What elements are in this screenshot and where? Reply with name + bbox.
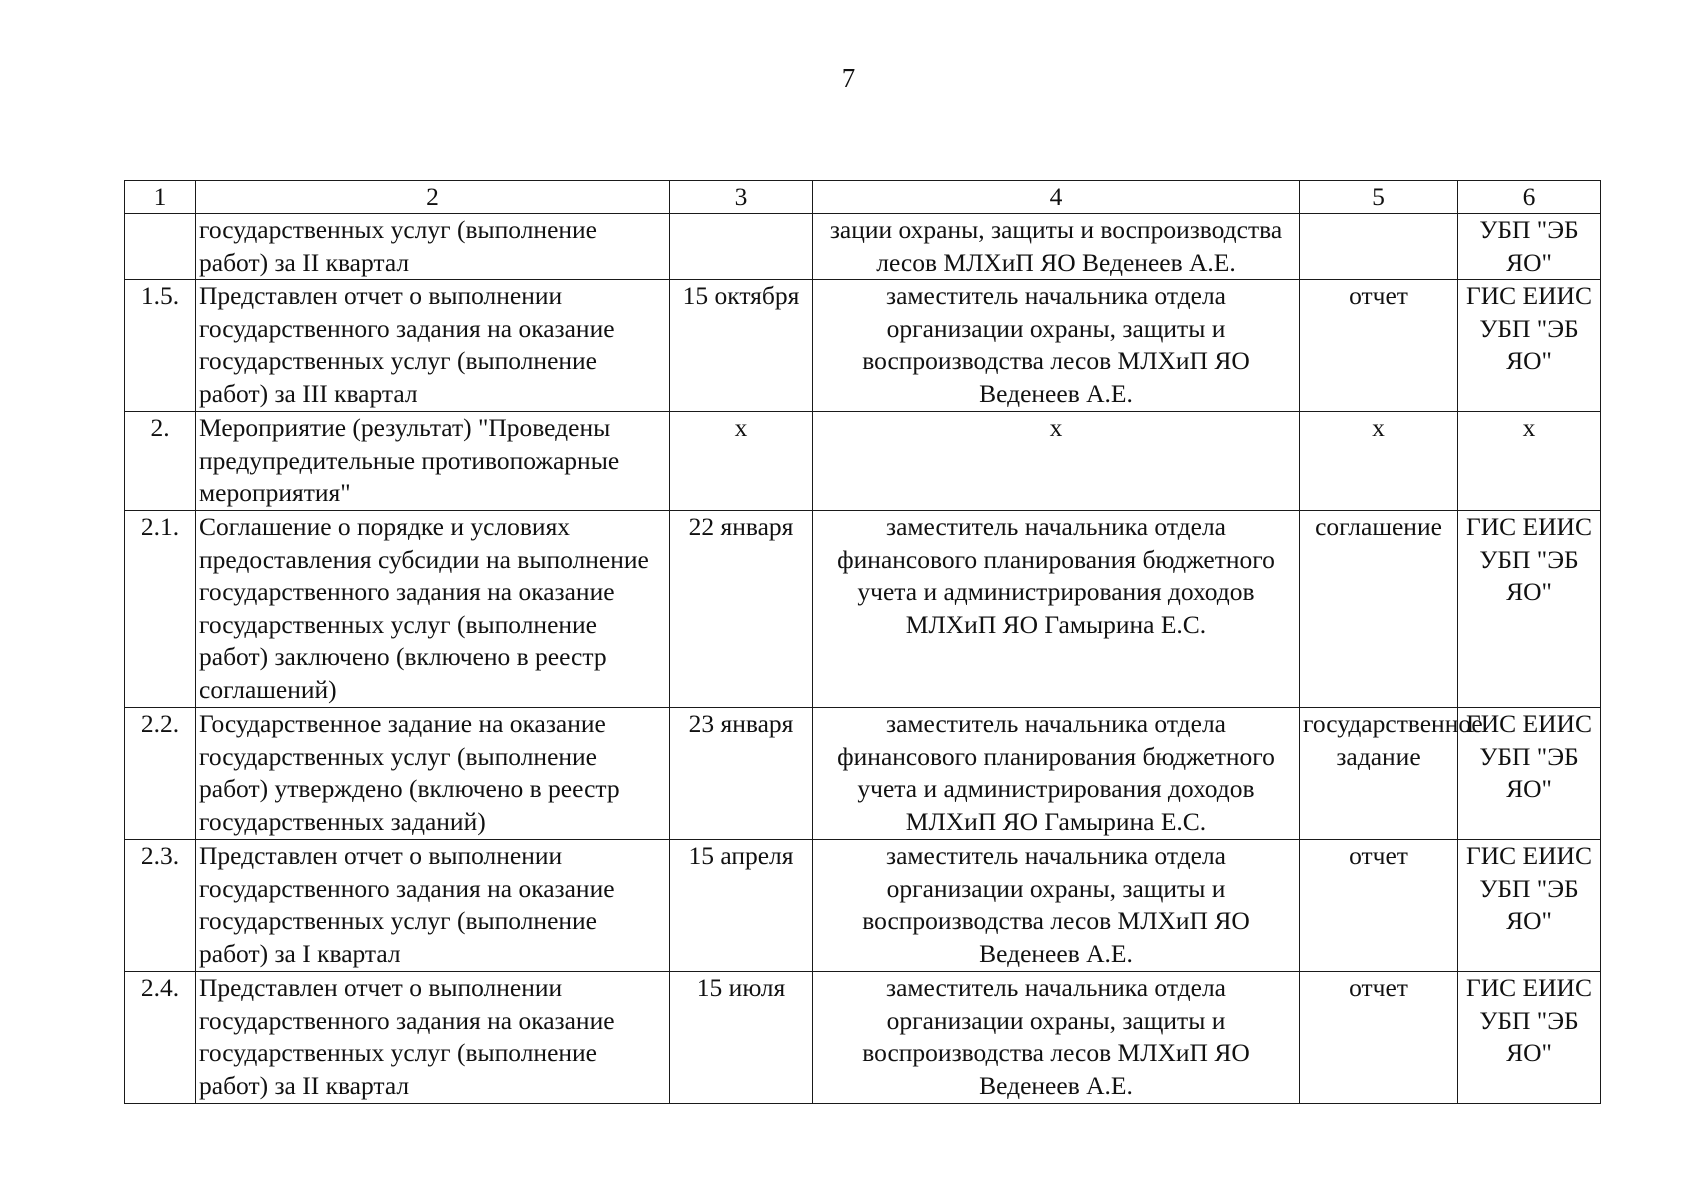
item-description: Представлен отчет о выполнении государственного задания на оказание государственных услуг (выполнение работ) за II квартал: [196, 972, 670, 1104]
column-header: 6: [1458, 181, 1601, 214]
item-number: 2.1.: [125, 511, 196, 708]
item-description: Представлен отчет о выполнении государственного задания на оказание государственных услуг (выполнение работ) за III квартал: [196, 280, 670, 412]
item-date: [670, 214, 813, 280]
item-system: ГИС ЕИИС УБП "ЭБ ЯО": [1458, 708, 1601, 840]
item-responsible: заместитель начальника отдела организации охраны, защиты и воспроизводства лесов МЛХиП ЯО Веденеев А.Е.: [813, 280, 1300, 412]
item-system: ГИС ЕИИС УБП "ЭБ ЯО": [1458, 972, 1601, 1104]
item-description: Представлен отчет о выполнении государственного задания на оказание государственных услуг (выполнение работ) за I квартал: [196, 840, 670, 972]
column-header: 2: [196, 181, 670, 214]
item-document: [1300, 214, 1458, 280]
item-system: УБП "ЭБ ЯО": [1458, 214, 1601, 280]
item-description: государственных услуг (выполнение работ) за II квартал: [196, 214, 670, 280]
item-responsible: заместитель начальника отдела финансового планирования бюджетного учета и администрирования доходов МЛХиП ЯО Гамырина Е.С.: [813, 708, 1300, 840]
plan-table: [124, 180, 1601, 1104]
column-header: 1: [125, 181, 196, 214]
item-date: 15 июля: [670, 972, 813, 1104]
item-system: ГИС ЕИИС УБП "ЭБ ЯО": [1458, 840, 1601, 972]
item-number: 2.: [125, 412, 196, 511]
item-responsible: х: [813, 412, 1300, 511]
table-row: [125, 511, 1601, 708]
item-number: 2.3.: [125, 840, 196, 972]
column-header: 4: [813, 181, 1300, 214]
item-document: государственное задание: [1300, 708, 1458, 840]
column-header: 3: [670, 181, 813, 214]
table-row: [125, 412, 1601, 511]
column-header: 5: [1300, 181, 1458, 214]
item-responsible: заместитель начальника отдела организации охраны, защиты и воспроизводства лесов МЛХиП ЯО Веденеев А.Е.: [813, 972, 1300, 1104]
item-document: х: [1300, 412, 1458, 511]
item-system: х: [1458, 412, 1601, 511]
item-number: [125, 214, 196, 280]
table-header-row: [125, 181, 1601, 214]
item-document: отчет: [1300, 280, 1458, 412]
table-row: [125, 708, 1601, 840]
item-document: соглашение: [1300, 511, 1458, 708]
item-number: 2.4.: [125, 972, 196, 1104]
item-description: Соглашение о порядке и условиях предоставления субсидии на выполнение государственного задания на оказание государственных услуг (выполнение работ) заключено (включено в реестр соглашений): [196, 511, 670, 708]
table-row: [125, 280, 1601, 412]
item-date: 22 января: [670, 511, 813, 708]
item-date: 15 октября: [670, 280, 813, 412]
item-system: ГИС ЕИИС УБП "ЭБ ЯО": [1458, 511, 1601, 708]
item-system: ГИС ЕИИС УБП "ЭБ ЯО": [1458, 280, 1601, 412]
item-description: Мероприятие (результат) "Проведены предупредительные противопожарные мероприятия": [196, 412, 670, 511]
item-date: 23 января: [670, 708, 813, 840]
item-document: отчет: [1300, 840, 1458, 972]
item-description: Государственное задание на оказание государственных услуг (выполнение работ) утверждено (включено в реестр государственных заданий): [196, 708, 670, 840]
item-number: 1.5.: [125, 280, 196, 412]
item-responsible: заместитель начальника отдела организации охраны, защиты и воспроизводства лесов МЛХиП ЯО Веденеев А.Е.: [813, 840, 1300, 972]
table-row: [125, 972, 1601, 1104]
item-date: 15 апреля: [670, 840, 813, 972]
page-number: 7: [841, 63, 856, 93]
item-number: 2.2.: [125, 708, 196, 840]
item-responsible: зации охраны, защиты и воспроизводства лесов МЛХиП ЯО Веденеев А.Е.: [813, 214, 1300, 280]
item-date: х: [670, 412, 813, 511]
table-row: [125, 214, 1601, 280]
item-document: отчет: [1300, 972, 1458, 1104]
item-responsible: заместитель начальника отдела финансового планирования бюджетного учета и администрирования доходов МЛХиП ЯО Гамырина Е.С.: [813, 511, 1300, 708]
table-row: [125, 840, 1601, 972]
